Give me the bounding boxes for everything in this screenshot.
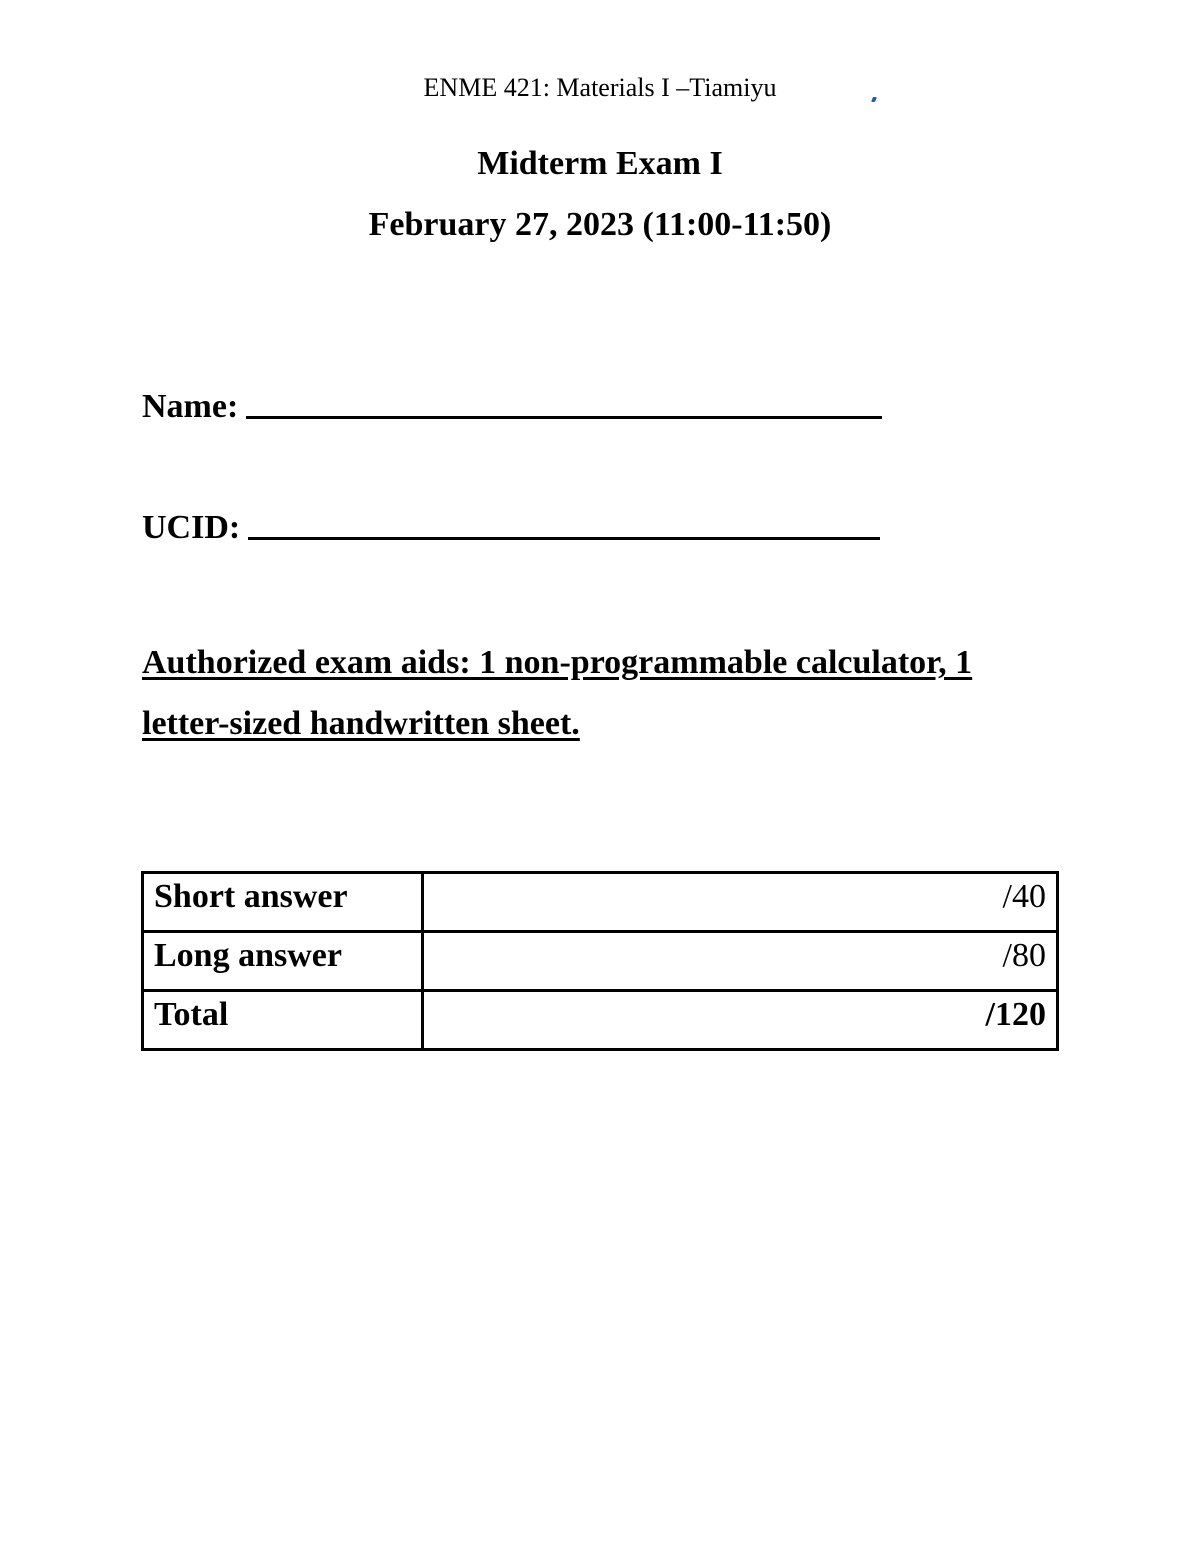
- table-row: [143, 873, 1058, 932]
- score-label-total: Total: [143, 991, 423, 1050]
- score-label-long-answer: Long answer: [143, 932, 423, 991]
- score-table: [141, 871, 1059, 1051]
- course-header: ENME 421: Materials I –Tiamiyu: [423, 73, 777, 102]
- aids-line-2: letter-sized handwritten sheet.: [142, 705, 580, 742]
- score-value-short-answer: /40: [423, 873, 1058, 932]
- exam-title: Midterm Exam I: [477, 145, 723, 182]
- table-row: [143, 932, 1058, 991]
- score-value-long-answer: /80: [423, 932, 1058, 991]
- exam-date: February 27, 2023 (11:00-11:50): [368, 206, 832, 243]
- table-row: [143, 991, 1058, 1050]
- ucid-blank-line[interactable]: [248, 537, 880, 540]
- name-field: [142, 387, 882, 427]
- name-blank-line[interactable]: [246, 416, 882, 419]
- score-value-total: /120: [423, 991, 1058, 1050]
- authorized-aids-notice: [142, 632, 1022, 754]
- score-label-short-answer: Short answer: [143, 873, 423, 932]
- ucid-label: UCID:: [142, 509, 241, 546]
- ucid-field: [142, 508, 880, 548]
- aids-line-1: Authorized exam aids: 1 non-programmable calculator, 1: [142, 644, 973, 681]
- name-label: Name:: [142, 388, 239, 425]
